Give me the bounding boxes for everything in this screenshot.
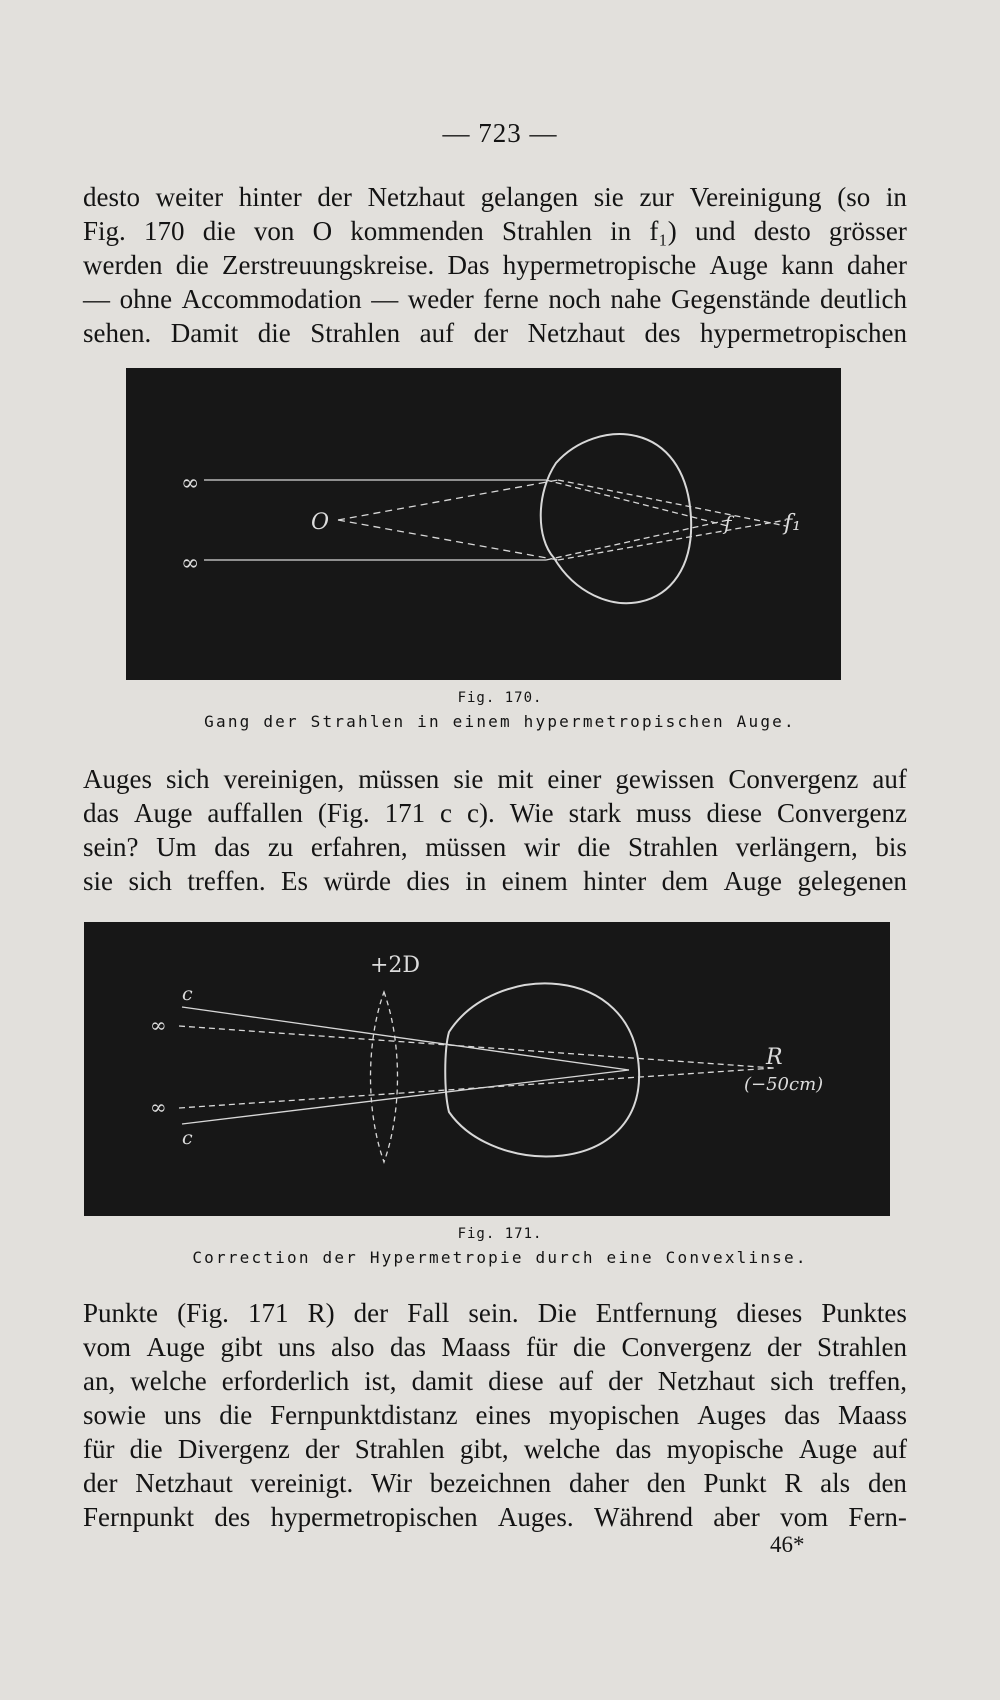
word: vom bbox=[83, 1332, 132, 1362]
word: R) bbox=[307, 1298, 335, 1328]
word: die bbox=[129, 1434, 163, 1464]
word: Netzhaut bbox=[367, 182, 466, 212]
text-line-content bbox=[83, 1330, 907, 1364]
word: sie bbox=[453, 764, 484, 794]
word: für bbox=[83, 1434, 115, 1464]
word: vom bbox=[780, 1502, 829, 1532]
word: in bbox=[885, 182, 907, 212]
text-line-content bbox=[83, 248, 907, 282]
word: Während bbox=[594, 1502, 693, 1532]
far-point-label: R bbox=[766, 1045, 783, 1070]
text-line-content bbox=[83, 282, 907, 316]
parallel-ray-top bbox=[179, 1026, 774, 1068]
word: Divergenz bbox=[177, 1434, 290, 1464]
word: damit bbox=[411, 1366, 474, 1396]
word: müssen bbox=[425, 832, 507, 862]
word: Convergenz bbox=[621, 1332, 752, 1362]
word: Strahlen bbox=[816, 1332, 907, 1362]
word: mit bbox=[497, 764, 534, 794]
word: gelegenen bbox=[797, 866, 907, 896]
text-line-content bbox=[83, 1500, 907, 1534]
word: Punktes bbox=[821, 1298, 907, 1328]
word: Wie bbox=[509, 798, 554, 828]
convex-lens bbox=[371, 992, 398, 1162]
word: das bbox=[784, 1400, 821, 1430]
converging-ray-bottom bbox=[182, 1070, 629, 1124]
text-line bbox=[83, 1296, 907, 1330]
focus-1-label: f₁ bbox=[784, 511, 801, 536]
word: 170 bbox=[143, 216, 185, 246]
word: Auge bbox=[146, 1332, 205, 1362]
word: deutlich bbox=[819, 284, 907, 314]
word: der bbox=[473, 318, 509, 348]
ray-c-label-bottom: c bbox=[182, 1127, 193, 1149]
word: c bbox=[440, 798, 453, 828]
object-label: O bbox=[311, 510, 330, 535]
word: auf bbox=[558, 1366, 594, 1396]
word: das bbox=[214, 832, 251, 862]
word: — bbox=[371, 284, 399, 314]
word: Auge bbox=[709, 250, 768, 280]
word: sein. bbox=[468, 1298, 519, 1328]
word: des bbox=[214, 1502, 251, 1532]
word: hypermetropischen bbox=[700, 318, 907, 348]
word: das bbox=[83, 798, 119, 828]
word: Entfernung bbox=[595, 1298, 718, 1328]
text-line-content bbox=[83, 180, 907, 214]
figure-171-diagram bbox=[84, 922, 890, 1216]
converging-ray-top bbox=[182, 1007, 629, 1070]
text-line bbox=[83, 1466, 907, 1500]
text-line-content bbox=[83, 1466, 907, 1500]
word: noch bbox=[548, 284, 601, 314]
word: Maass bbox=[837, 1400, 907, 1430]
focus-label: f bbox=[724, 511, 732, 535]
word: das bbox=[390, 1332, 427, 1362]
word: Auges. bbox=[497, 1502, 574, 1532]
word: ohne bbox=[119, 284, 173, 314]
text-line bbox=[83, 316, 907, 350]
word: aber bbox=[713, 1502, 760, 1532]
figure-171-caption-text: Correction der Hypermetropie durch eine Convexlinse. bbox=[192, 1248, 808, 1267]
word: die bbox=[577, 832, 611, 862]
word: dieses bbox=[736, 1298, 803, 1328]
word: die bbox=[573, 1332, 607, 1362]
text-line-content bbox=[83, 1398, 907, 1432]
word: Maass bbox=[441, 1332, 511, 1362]
word: uns bbox=[278, 1332, 316, 1362]
paragraph-3 bbox=[83, 1296, 907, 1534]
word: ist, bbox=[364, 1366, 397, 1396]
text-line bbox=[83, 282, 907, 316]
word: der bbox=[317, 182, 352, 212]
infinity-label-bottom: ∞ bbox=[150, 1095, 167, 1119]
word: von bbox=[253, 216, 295, 246]
word: myopischen bbox=[548, 1400, 680, 1430]
word: Netzhaut bbox=[527, 318, 626, 348]
figure-170-image bbox=[126, 368, 841, 680]
word: daher bbox=[847, 250, 907, 280]
text-line bbox=[83, 830, 907, 864]
word: die bbox=[257, 318, 291, 348]
word: R bbox=[784, 1468, 803, 1498]
word: treffen, bbox=[828, 1366, 907, 1396]
word: welche bbox=[130, 1366, 207, 1396]
word: Fig. bbox=[83, 216, 126, 246]
eye-outline bbox=[445, 983, 639, 1156]
text-line bbox=[83, 214, 907, 248]
word: eines bbox=[475, 1400, 531, 1430]
word: Strahlen bbox=[501, 216, 592, 246]
signature-mark: 46* bbox=[770, 1532, 805, 1557]
word: Auge bbox=[133, 798, 193, 828]
word: Die bbox=[537, 1298, 577, 1328]
word: gewissen bbox=[615, 764, 715, 794]
figure-171-label: Fig. 171. bbox=[457, 1226, 543, 1242]
word: auf bbox=[419, 318, 455, 348]
word: Es bbox=[281, 866, 309, 896]
word: zur bbox=[639, 182, 674, 212]
word: Fernpunkt bbox=[83, 1502, 194, 1532]
word: Strahlen bbox=[354, 1434, 445, 1464]
infinity-label-top: ∞ bbox=[181, 471, 200, 496]
text-line bbox=[83, 248, 907, 282]
word: Auges bbox=[697, 1400, 767, 1430]
word: der bbox=[766, 1332, 802, 1362]
word: auffallen bbox=[207, 798, 303, 828]
word: sich bbox=[128, 866, 172, 896]
word: stark bbox=[568, 798, 622, 828]
word: (so bbox=[837, 182, 871, 212]
word: muss bbox=[636, 798, 692, 828]
word: treffen. bbox=[187, 866, 266, 896]
word: für bbox=[526, 1332, 558, 1362]
word: auf bbox=[872, 1434, 907, 1464]
word: sowie bbox=[83, 1400, 146, 1430]
figure-170-diagram bbox=[126, 368, 841, 680]
word: myopische bbox=[666, 1434, 784, 1464]
word: Damit bbox=[170, 318, 239, 348]
eye-outline bbox=[541, 434, 691, 603]
text-line-content bbox=[83, 214, 907, 248]
word: Auge bbox=[798, 1434, 858, 1464]
text-line-content bbox=[83, 762, 907, 796]
word: würde bbox=[323, 866, 391, 896]
word: Strahlen bbox=[628, 832, 719, 862]
word: daher bbox=[568, 1468, 629, 1498]
paragraph-2 bbox=[83, 762, 907, 898]
word: diese bbox=[488, 1366, 544, 1396]
word: das bbox=[615, 1434, 652, 1464]
page-number: — 723 — bbox=[442, 118, 558, 148]
word: vereinigt. bbox=[250, 1468, 354, 1498]
word: erfahren, bbox=[310, 832, 408, 862]
text-line bbox=[83, 864, 907, 898]
word: bezeichnen bbox=[429, 1468, 552, 1498]
word: Strahlen bbox=[310, 318, 401, 348]
word: grösser bbox=[828, 216, 907, 246]
text-line bbox=[83, 1432, 907, 1466]
word: gibt, bbox=[459, 1434, 509, 1464]
word: Convergenz bbox=[776, 798, 907, 828]
word: hinter bbox=[583, 866, 647, 896]
word: Gegenstände bbox=[670, 284, 811, 314]
word: die bbox=[219, 1400, 253, 1430]
word: in bbox=[465, 866, 487, 896]
text-line bbox=[83, 1500, 907, 1534]
word: die bbox=[202, 216, 236, 246]
word: Punkt bbox=[703, 1468, 767, 1498]
word: sie bbox=[83, 866, 113, 896]
word: kommenden bbox=[350, 216, 484, 246]
text-line-content bbox=[83, 864, 907, 898]
word: des bbox=[644, 318, 681, 348]
word: Zerstreuungskreise. bbox=[222, 250, 435, 280]
text-line bbox=[83, 1364, 907, 1398]
word: verlängern, bbox=[735, 832, 858, 862]
figure-171-image bbox=[84, 922, 890, 1216]
word: kann bbox=[781, 250, 834, 280]
word: müssen bbox=[358, 764, 440, 794]
word: Wir bbox=[371, 1468, 412, 1498]
word: — bbox=[83, 284, 110, 314]
word: 171 bbox=[384, 798, 426, 828]
word: uns bbox=[163, 1400, 202, 1430]
word: an, bbox=[83, 1366, 116, 1396]
word: zu bbox=[267, 832, 294, 862]
infinity-label-top: ∞ bbox=[150, 1013, 167, 1037]
word: den bbox=[646, 1468, 686, 1498]
word: der bbox=[353, 1298, 389, 1328]
word: hypermetropischen bbox=[270, 1502, 478, 1532]
word: gelangen bbox=[480, 182, 579, 212]
word: Fall bbox=[407, 1298, 450, 1328]
word: und bbox=[695, 216, 736, 246]
word: hypermetropische bbox=[502, 250, 697, 280]
word: 171 bbox=[247, 1298, 289, 1328]
word: sich bbox=[166, 764, 210, 794]
word: der bbox=[83, 1468, 118, 1498]
text-line-content bbox=[83, 1296, 907, 1330]
paragraph-1 bbox=[83, 180, 907, 350]
word: Convergenz bbox=[728, 764, 859, 794]
word: den bbox=[867, 1468, 907, 1498]
word: f₁) bbox=[649, 216, 677, 246]
word: dies bbox=[406, 866, 450, 896]
word: erforderlich bbox=[221, 1366, 350, 1396]
word: desto bbox=[83, 182, 140, 212]
word: sie bbox=[593, 182, 624, 212]
text-line bbox=[83, 796, 907, 830]
word: weiter bbox=[155, 182, 224, 212]
word: Netzhaut bbox=[135, 1468, 233, 1498]
word: werden bbox=[83, 250, 163, 280]
word: wir bbox=[523, 832, 560, 862]
text-line-content bbox=[83, 796, 907, 830]
ray-c-label-top: c bbox=[182, 983, 193, 1005]
word: einer bbox=[547, 764, 602, 794]
word: die bbox=[175, 250, 209, 280]
word: bis bbox=[875, 832, 907, 862]
word: desto bbox=[753, 216, 811, 246]
word: Vereinigung bbox=[689, 182, 822, 212]
word: Um bbox=[156, 832, 197, 862]
object-ray-top bbox=[338, 480, 558, 520]
figure-170-label: Fig. 170. bbox=[457, 690, 543, 706]
word: Das bbox=[447, 250, 490, 280]
word: sehen. bbox=[83, 318, 152, 348]
figure-170-caption-text: Gang der Strahlen in einem hypermetropischen Auge. bbox=[204, 712, 796, 731]
word: als bbox=[820, 1468, 851, 1498]
word: in bbox=[610, 216, 632, 246]
text-line bbox=[83, 1330, 907, 1364]
word: Fern- bbox=[848, 1502, 907, 1532]
word: auf bbox=[872, 764, 907, 794]
word: Netzhaut bbox=[657, 1366, 756, 1396]
figure-170-caption bbox=[0, 690, 1000, 731]
text-line bbox=[83, 180, 907, 214]
word: (Fig. bbox=[177, 1298, 229, 1328]
text-line-content bbox=[83, 830, 907, 864]
word: (Fig. bbox=[317, 798, 370, 828]
word: O bbox=[312, 216, 333, 246]
lens-power-label: +2D bbox=[370, 953, 421, 978]
infinity-label-bottom: ∞ bbox=[181, 551, 200, 576]
word: nahe bbox=[610, 284, 662, 314]
text-line-content bbox=[83, 316, 907, 350]
word: Punkte bbox=[83, 1298, 159, 1328]
word: sein? bbox=[83, 832, 139, 862]
word: hinter bbox=[238, 182, 302, 212]
word: welche bbox=[523, 1434, 601, 1464]
text-line-content bbox=[83, 1432, 907, 1466]
word: der bbox=[305, 1434, 340, 1464]
word: diese bbox=[706, 798, 762, 828]
word: ferne bbox=[483, 284, 539, 314]
word: Auge bbox=[723, 866, 783, 896]
far-point-distance-label: (−50cm) bbox=[744, 1074, 824, 1095]
word: c). bbox=[467, 798, 495, 828]
text-line bbox=[83, 1398, 907, 1432]
word: der bbox=[608, 1366, 643, 1396]
text-line bbox=[83, 762, 907, 796]
figure-171-caption bbox=[0, 1226, 1000, 1267]
word: Fernpunktdistanz bbox=[270, 1400, 458, 1430]
word: einem bbox=[501, 866, 568, 896]
word: sich bbox=[770, 1366, 814, 1396]
word: also bbox=[331, 1332, 375, 1362]
word: gibt bbox=[220, 1332, 263, 1362]
word: vereinigen, bbox=[223, 764, 345, 794]
word: dem bbox=[661, 866, 709, 896]
object-ray-bottom bbox=[338, 520, 558, 560]
word: Auges bbox=[83, 764, 152, 794]
word: weder bbox=[407, 284, 474, 314]
text-line-content bbox=[83, 1364, 907, 1398]
word: Accommodation bbox=[181, 284, 362, 314]
